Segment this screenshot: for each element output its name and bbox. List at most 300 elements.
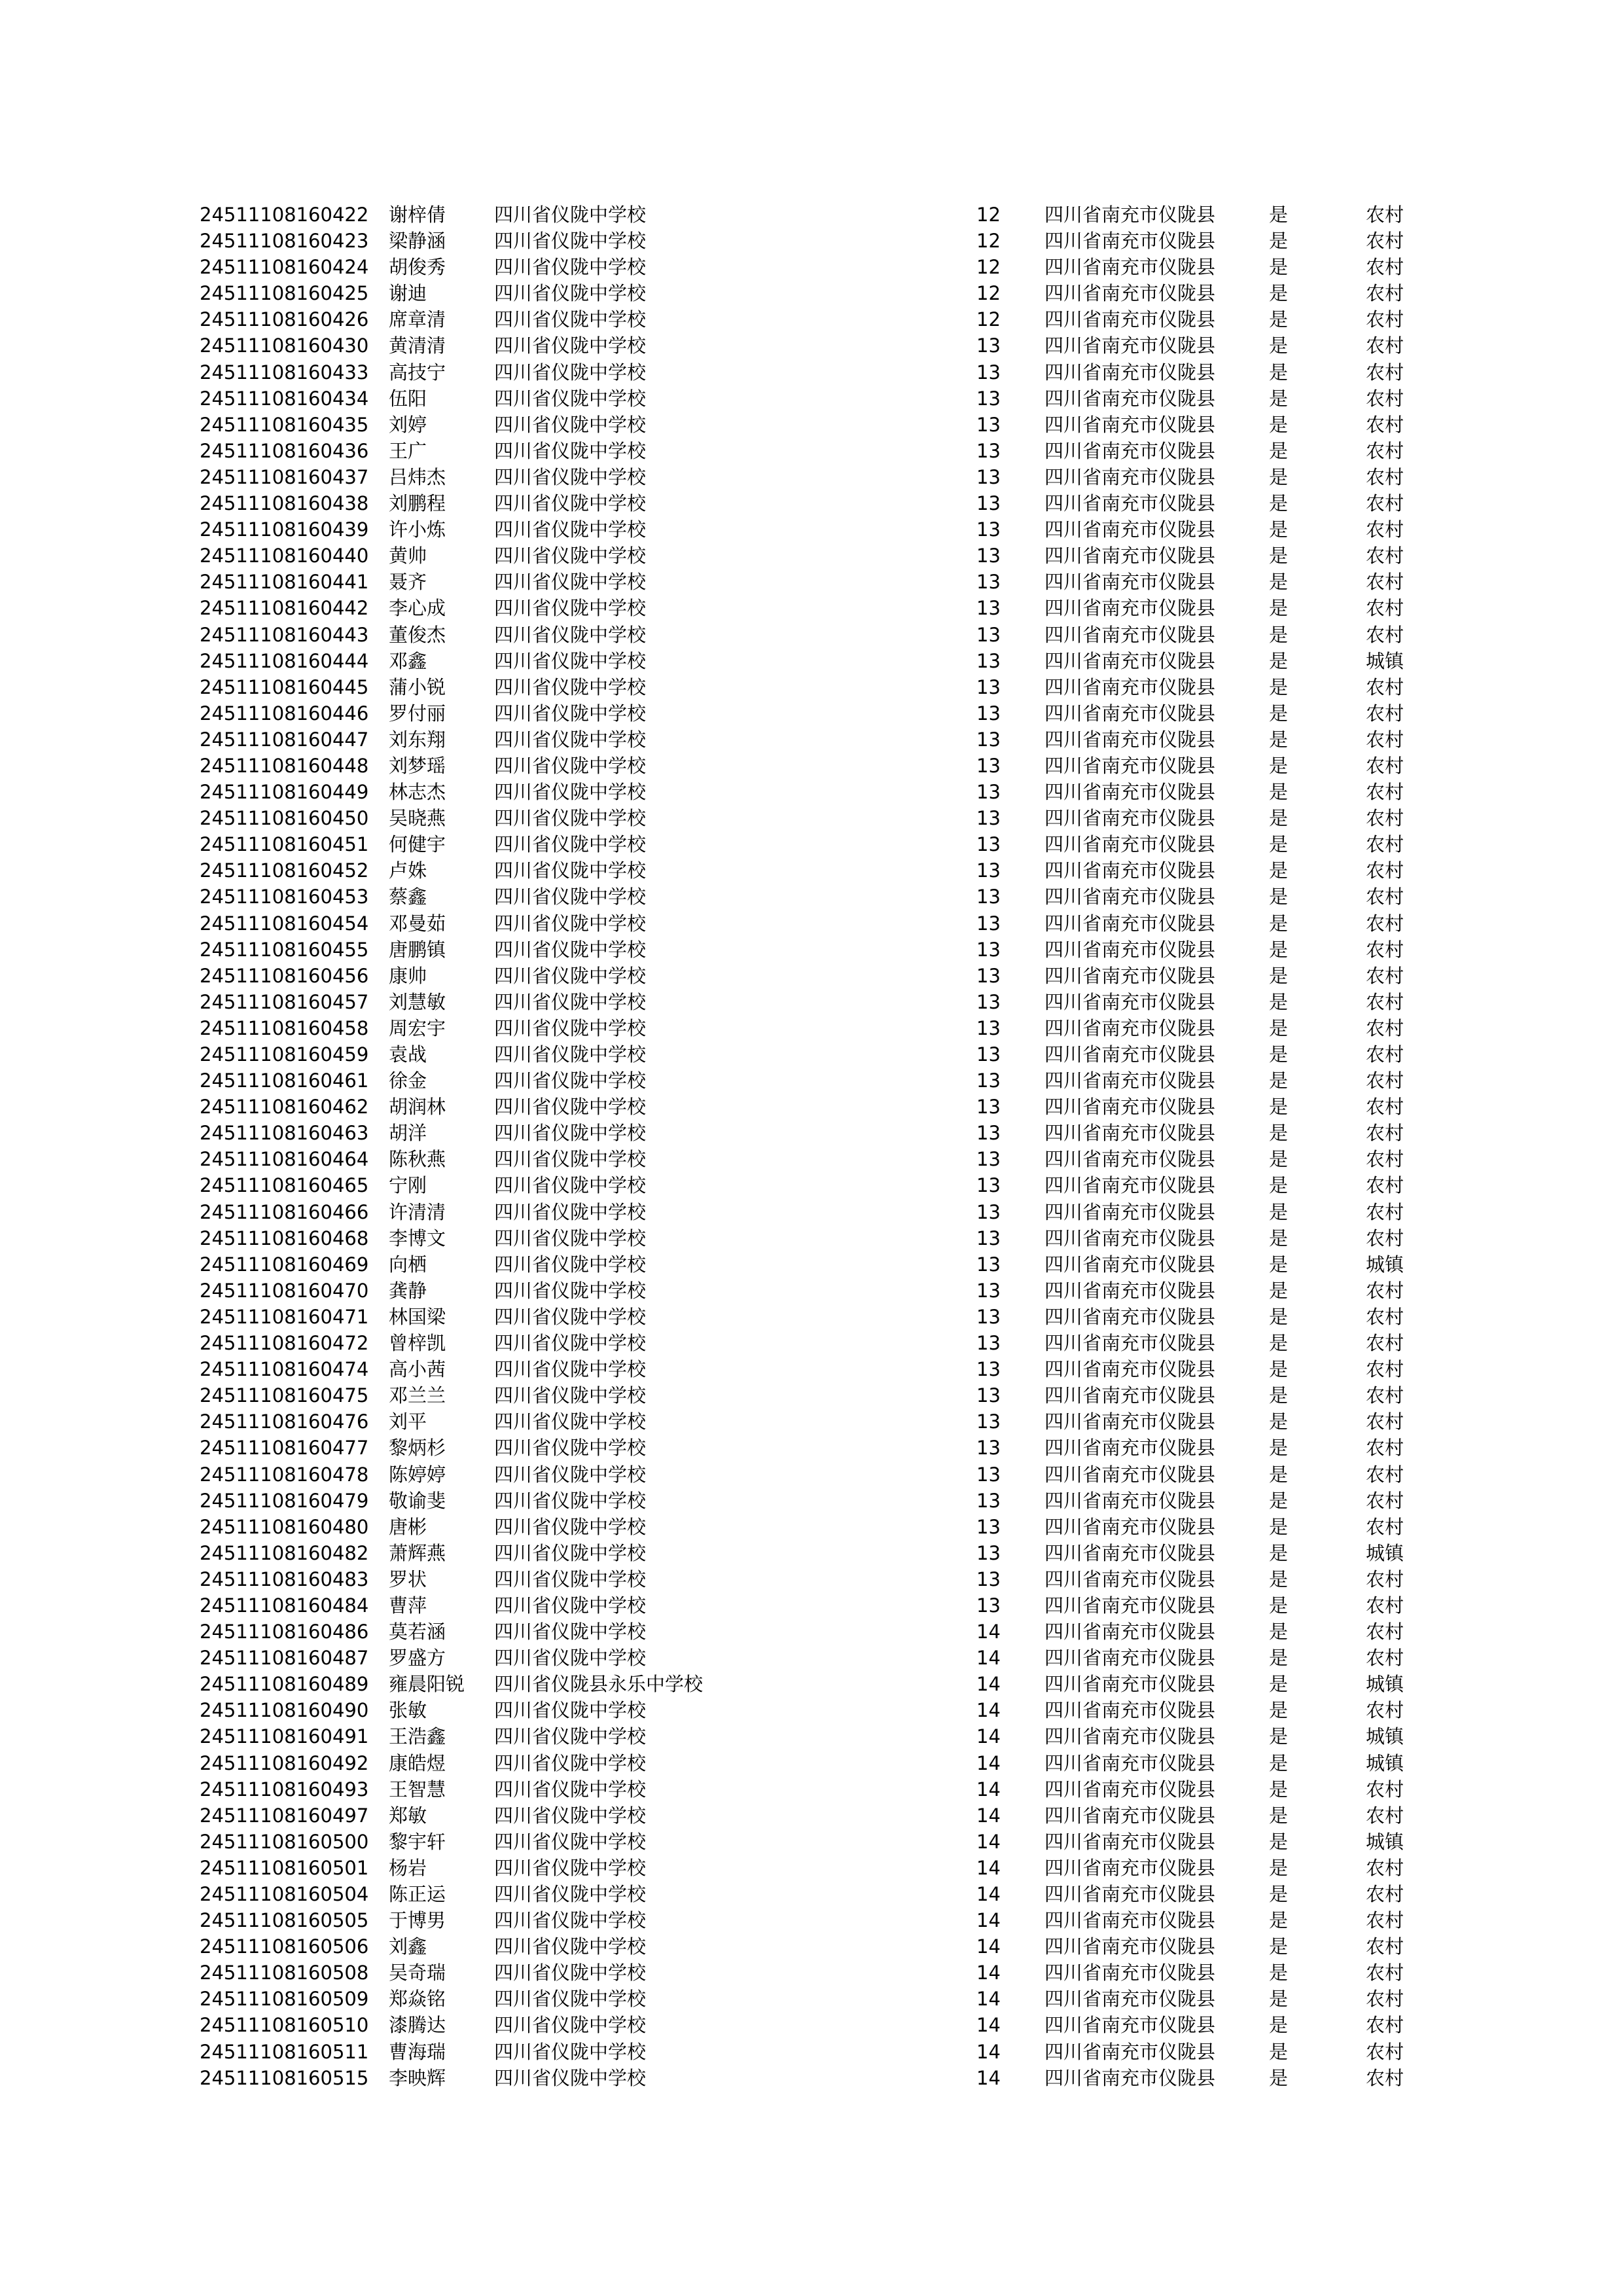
school-cell: 四川省仪陇中学校 (494, 1751, 647, 1774)
exam-number-cell: 24511108160486 (200, 1621, 369, 1643)
household-type-cell: 城镇 (1366, 1541, 1404, 1564)
student-name-cell: 杨岩 (389, 1856, 427, 1879)
student-name-cell: 萧辉燕 (389, 1541, 446, 1564)
table-row (0, 1488, 1623, 1514)
household-type-cell: 农村 (1366, 204, 1404, 226)
school-cell: 四川省仪陇县永乐中学校 (494, 1673, 704, 1696)
code-cell: 13 (976, 1410, 1001, 1433)
table-row (0, 1199, 1623, 1225)
flag-cell: 是 (1269, 1096, 1289, 1119)
student-name-cell: 郑敏 (389, 1804, 427, 1827)
exam-number-cell: 24511108160445 (200, 675, 369, 698)
student-name-cell: 陈正运 (389, 1883, 446, 1905)
school-cell: 四川省仪陇中学校 (494, 649, 647, 672)
student-name-cell: 周宏宇 (389, 1016, 446, 1039)
table-row (0, 779, 1623, 805)
school-cell: 四川省仪陇中学校 (494, 1069, 647, 1092)
exam-number-cell: 24511108160468 (200, 1227, 369, 1249)
exam-number-cell: 24511108160459 (200, 1043, 369, 1066)
table-row (0, 1750, 1623, 1776)
code-cell: 13 (976, 1096, 1001, 1119)
school-cell: 四川省仪陇中学校 (494, 1122, 647, 1145)
student-name-cell: 黎宇轩 (389, 1830, 446, 1853)
household-type-cell: 农村 (1366, 1016, 1404, 1039)
region-cell: 四川省南充市仪陇县 (1044, 1174, 1216, 1197)
code-cell: 13 (976, 361, 1001, 384)
flag-cell: 是 (1269, 912, 1289, 935)
household-type-cell: 农村 (1366, 1096, 1404, 1119)
region-cell: 四川省南充市仪陇县 (1044, 623, 1216, 646)
flag-cell: 是 (1269, 754, 1289, 777)
student-name-cell: 谢迪 (389, 282, 427, 305)
exam-number-cell: 24511108160441 (200, 571, 369, 594)
flag-cell: 是 (1269, 1568, 1289, 1590)
code-cell: 12 (976, 282, 1001, 305)
flag-cell: 是 (1269, 413, 1289, 436)
school-cell: 四川省仪陇中学校 (494, 938, 647, 961)
household-type-cell: 农村 (1366, 597, 1404, 620)
household-type-cell: 农村 (1366, 361, 1404, 384)
exam-number-cell: 24511108160425 (200, 282, 369, 305)
table-row (0, 1304, 1623, 1330)
table-row (0, 1592, 1623, 1619)
student-name-cell: 徐金 (389, 1069, 427, 1092)
table-row (0, 1172, 1623, 1198)
exam-number-cell: 24511108160450 (200, 807, 369, 830)
exam-number-cell: 24511108160508 (200, 1962, 369, 1984)
school-cell: 四川省仪陇中学校 (494, 2014, 647, 2037)
exam-number-cell: 24511108160475 (200, 1384, 369, 1407)
code-cell: 13 (976, 1069, 1001, 1092)
household-type-cell: 农村 (1366, 859, 1404, 882)
code-cell: 13 (976, 1016, 1001, 1039)
exam-number-cell: 24511108160476 (200, 1410, 369, 1433)
code-cell: 13 (976, 571, 1001, 594)
region-cell: 四川省南充市仪陇县 (1044, 912, 1216, 935)
region-cell: 四川省南充市仪陇县 (1044, 1883, 1216, 1905)
household-type-cell: 农村 (1366, 1148, 1404, 1171)
table-row (0, 1803, 1623, 1829)
exam-number-cell: 24511108160472 (200, 1332, 369, 1355)
table-row (0, 622, 1623, 648)
code-cell: 13 (976, 334, 1001, 357)
flag-cell: 是 (1269, 361, 1289, 384)
exam-number-cell: 24511108160436 (200, 439, 369, 462)
exam-number-cell: 24511108160469 (200, 1253, 369, 1276)
flag-cell: 是 (1269, 439, 1289, 462)
exam-number-cell: 24511108160505 (200, 1909, 369, 1932)
code-cell: 13 (976, 413, 1001, 436)
household-type-cell: 农村 (1366, 334, 1404, 357)
exam-number-cell: 24511108160471 (200, 1305, 369, 1328)
flag-cell: 是 (1269, 990, 1289, 1013)
flag-cell: 是 (1269, 2040, 1289, 2063)
exam-number-cell: 24511108160422 (200, 204, 369, 226)
student-name-cell: 董俊杰 (389, 623, 446, 646)
flag-cell: 是 (1269, 1305, 1289, 1328)
code-cell: 12 (976, 230, 1001, 253)
school-cell: 四川省仪陇中学校 (494, 1594, 647, 1617)
household-type-cell: 农村 (1366, 1856, 1404, 1879)
flag-cell: 是 (1269, 545, 1289, 567)
region-cell: 四川省南充市仪陇县 (1044, 387, 1216, 410)
exam-number-cell: 24511108160465 (200, 1174, 369, 1197)
table-row (0, 332, 1623, 359)
region-cell: 四川省南充市仪陇县 (1044, 781, 1216, 804)
exam-number-cell: 24511108160442 (200, 597, 369, 620)
exam-number-cell: 24511108160424 (200, 256, 369, 279)
table-row (0, 1408, 1623, 1435)
school-cell: 四川省仪陇中学校 (494, 1962, 647, 1984)
flag-cell: 是 (1269, 597, 1289, 620)
exam-number-cell: 24511108160477 (200, 1437, 369, 1460)
exam-number-cell: 24511108160444 (200, 649, 369, 672)
code-cell: 13 (976, 1515, 1001, 1538)
table-row (0, 1986, 1623, 2012)
flag-cell: 是 (1269, 518, 1289, 541)
student-name-cell: 敬谕斐 (389, 1489, 446, 1512)
school-cell: 四川省仪陇中学校 (494, 1883, 647, 1905)
flag-cell: 是 (1269, 1804, 1289, 1827)
region-cell: 四川省南充市仪陇县 (1044, 1200, 1216, 1223)
code-cell: 13 (976, 1594, 1001, 1617)
region-cell: 四川省南充市仪陇县 (1044, 1541, 1216, 1564)
region-cell: 四川省南充市仪陇县 (1044, 1122, 1216, 1145)
student-name-cell: 陈婷婷 (389, 1463, 446, 1486)
household-type-cell: 农村 (1366, 1699, 1404, 1722)
region-cell: 四川省南充市仪陇县 (1044, 1856, 1216, 1879)
household-type-cell: 城镇 (1366, 1253, 1404, 1276)
region-cell: 四川省南充市仪陇县 (1044, 938, 1216, 961)
region-cell: 四川省南充市仪陇县 (1044, 2014, 1216, 2037)
flag-cell: 是 (1269, 623, 1289, 646)
student-name-cell: 邓曼茹 (389, 912, 446, 935)
exam-number-cell: 24511108160511 (200, 2040, 369, 2063)
region-cell: 四川省南充市仪陇县 (1044, 1253, 1216, 1276)
code-cell: 13 (976, 545, 1001, 567)
school-cell: 四川省仪陇中学校 (494, 702, 647, 725)
region-cell: 四川省南充市仪陇县 (1044, 1515, 1216, 1538)
student-name-cell: 黄清清 (389, 334, 446, 357)
school-cell: 四川省仪陇中学校 (494, 728, 647, 751)
code-cell: 14 (976, 1909, 1001, 1932)
flag-cell: 是 (1269, 1673, 1289, 1696)
household-type-cell: 农村 (1366, 571, 1404, 594)
region-cell: 四川省南充市仪陇县 (1044, 1568, 1216, 1590)
region-cell: 四川省南充市仪陇县 (1044, 1751, 1216, 1774)
flag-cell: 是 (1269, 964, 1289, 987)
exam-number-cell: 24511108160474 (200, 1358, 369, 1381)
region-cell: 四川省南充市仪陇县 (1044, 597, 1216, 620)
region-cell: 四川省南充市仪陇县 (1044, 256, 1216, 279)
school-cell: 四川省仪陇中学校 (494, 964, 647, 987)
code-cell: 14 (976, 1883, 1001, 1905)
flag-cell: 是 (1269, 1699, 1289, 1722)
exam-number-cell: 24511108160440 (200, 545, 369, 567)
table-row (0, 306, 1623, 332)
table-row (0, 831, 1623, 857)
region-cell: 四川省南充市仪陇县 (1044, 439, 1216, 462)
household-type-cell: 农村 (1366, 886, 1404, 908)
flag-cell: 是 (1269, 1122, 1289, 1145)
region-cell: 四川省南充市仪陇县 (1044, 1016, 1216, 1039)
student-name-cell: 刘平 (389, 1410, 427, 1433)
school-cell: 四川省仪陇中学校 (494, 1725, 647, 1748)
school-cell: 四川省仪陇中学校 (494, 2066, 647, 2089)
flag-cell: 是 (1269, 807, 1289, 830)
table-row (0, 884, 1623, 910)
student-name-cell: 胡俊秀 (389, 256, 446, 279)
exam-number-cell: 24511108160490 (200, 1699, 369, 1722)
flag-cell: 是 (1269, 1647, 1289, 1670)
student-name-cell: 向栖 (389, 1253, 427, 1276)
household-type-cell: 农村 (1366, 2066, 1404, 2089)
school-cell: 四川省仪陇中学校 (494, 1856, 647, 1879)
table-row (0, 1015, 1623, 1041)
household-type-cell: 农村 (1366, 1621, 1404, 1643)
household-type-cell: 农村 (1366, 807, 1404, 830)
student-name-cell: 陈秋燕 (389, 1148, 446, 1171)
region-cell: 四川省南充市仪陇县 (1044, 1227, 1216, 1249)
school-cell: 四川省仪陇中学校 (494, 1463, 647, 1486)
household-type-cell: 农村 (1366, 1515, 1404, 1538)
code-cell: 13 (976, 859, 1001, 882)
table-row (0, 1619, 1623, 1645)
exam-number-cell: 24511108160438 (200, 492, 369, 515)
student-name-cell: 罗状 (389, 1568, 427, 1590)
region-cell: 四川省南充市仪陇县 (1044, 361, 1216, 384)
flag-cell: 是 (1269, 1489, 1289, 1512)
student-name-cell: 唐鹏镇 (389, 938, 446, 961)
school-cell: 四川省仪陇中学校 (494, 1437, 647, 1460)
table-row (0, 1330, 1623, 1356)
region-cell: 四川省南充市仪陇县 (1044, 1069, 1216, 1092)
student-name-cell: 何健宇 (389, 833, 446, 856)
school-cell: 四川省仪陇中学校 (494, 754, 647, 777)
household-type-cell: 农村 (1366, 1988, 1404, 2011)
code-cell: 13 (976, 1174, 1001, 1197)
student-name-cell: 莫若涵 (389, 1621, 446, 1643)
household-type-cell: 农村 (1366, 702, 1404, 725)
code-cell: 14 (976, 1647, 1001, 1670)
student-name-cell: 宁刚 (389, 1174, 427, 1197)
school-cell: 四川省仪陇中学校 (494, 1621, 647, 1643)
region-cell: 四川省南充市仪陇县 (1044, 1305, 1216, 1328)
household-type-cell: 农村 (1366, 1227, 1404, 1249)
exam-number-cell: 24511108160461 (200, 1069, 369, 1092)
school-cell: 四川省仪陇中学校 (494, 1148, 647, 1171)
exam-number-cell: 24511108160449 (200, 781, 369, 804)
flag-cell: 是 (1269, 387, 1289, 410)
school-cell: 四川省仪陇中学校 (494, 571, 647, 594)
household-type-cell: 农村 (1366, 230, 1404, 253)
household-type-cell: 农村 (1366, 781, 1404, 804)
household-type-cell: 农村 (1366, 1883, 1404, 1905)
student-name-cell: 许清清 (389, 1200, 446, 1223)
region-cell: 四川省南充市仪陇县 (1044, 1332, 1216, 1355)
table-row (0, 464, 1623, 490)
flag-cell: 是 (1269, 886, 1289, 908)
flag-cell: 是 (1269, 282, 1289, 305)
table-row (0, 1697, 1623, 1723)
flag-cell: 是 (1269, 465, 1289, 488)
code-cell: 14 (976, 1621, 1001, 1643)
school-cell: 四川省仪陇中学校 (494, 859, 647, 882)
region-cell: 四川省南充市仪陇县 (1044, 859, 1216, 882)
school-cell: 四川省仪陇中学校 (494, 1541, 647, 1564)
school-cell: 四川省仪陇中学校 (494, 492, 647, 515)
household-type-cell: 农村 (1366, 938, 1404, 961)
table-row (0, 1462, 1623, 1488)
household-type-cell: 城镇 (1366, 1751, 1404, 1774)
code-cell: 13 (976, 1568, 1001, 1590)
table-row (0, 254, 1623, 280)
exam-number-cell: 24511108160479 (200, 1489, 369, 1512)
region-cell: 四川省南充市仪陇县 (1044, 492, 1216, 515)
school-cell: 四川省仪陇中学校 (494, 256, 647, 279)
code-cell: 14 (976, 1725, 1001, 1748)
school-cell: 四川省仪陇中学校 (494, 807, 647, 830)
school-cell: 四川省仪陇中学校 (494, 1016, 647, 1039)
flag-cell: 是 (1269, 256, 1289, 279)
student-name-cell: 曾梓凯 (389, 1332, 446, 1355)
region-cell: 四川省南充市仪陇县 (1044, 1725, 1216, 1748)
flag-cell: 是 (1269, 1515, 1289, 1538)
table-row (0, 202, 1623, 228)
exam-number-cell: 24511108160458 (200, 1016, 369, 1039)
flag-cell: 是 (1269, 334, 1289, 357)
household-type-cell: 城镇 (1366, 1673, 1404, 1696)
table-row (0, 1540, 1623, 1566)
school-cell: 四川省仪陇中学校 (494, 1699, 647, 1722)
exam-number-cell: 24511108160451 (200, 833, 369, 856)
school-cell: 四川省仪陇中学校 (494, 1279, 647, 1302)
exam-number-cell: 24511108160455 (200, 938, 369, 961)
table-row (0, 700, 1623, 726)
school-cell: 四川省仪陇中学校 (494, 413, 647, 436)
student-name-cell: 刘婷 (389, 413, 427, 436)
household-type-cell: 农村 (1366, 912, 1404, 935)
region-cell: 四川省南充市仪陇县 (1044, 649, 1216, 672)
code-cell: 13 (976, 964, 1001, 987)
household-type-cell: 农村 (1366, 1200, 1404, 1223)
code-cell: 14 (976, 1673, 1001, 1696)
student-name-cell: 袁战 (389, 1043, 427, 1066)
table-row (0, 280, 1623, 306)
table-row (0, 1671, 1623, 1697)
household-type-cell: 农村 (1366, 1384, 1404, 1407)
student-name-cell: 席章清 (389, 308, 446, 331)
student-name-cell: 曹海瑞 (389, 2040, 446, 2063)
school-cell: 四川省仪陇中学校 (494, 1489, 647, 1512)
household-type-cell: 农村 (1366, 1043, 1404, 1066)
code-cell: 13 (976, 439, 1001, 462)
code-cell: 14 (976, 1830, 1001, 1853)
household-type-cell: 农村 (1366, 1358, 1404, 1381)
region-cell: 四川省南充市仪陇县 (1044, 728, 1216, 751)
table-row (0, 1933, 1623, 1960)
household-type-cell: 农村 (1366, 1935, 1404, 1958)
exam-number-cell: 24511108160446 (200, 702, 369, 725)
school-cell: 四川省仪陇中学校 (494, 465, 647, 488)
household-type-cell: 农村 (1366, 964, 1404, 987)
table-row (0, 1356, 1623, 1382)
code-cell: 13 (976, 1463, 1001, 1486)
table-row (0, 438, 1623, 464)
table-row (0, 516, 1623, 543)
school-cell: 四川省仪陇中学校 (494, 308, 647, 331)
code-cell: 13 (976, 1253, 1001, 1276)
code-cell: 14 (976, 1962, 1001, 1984)
table-row (0, 1881, 1623, 1907)
exam-number-cell: 24511108160464 (200, 1148, 369, 1171)
student-name-cell: 王广 (389, 439, 427, 462)
student-name-cell: 唐彬 (389, 1515, 427, 1538)
school-cell: 四川省仪陇中学校 (494, 1174, 647, 1197)
exam-number-cell: 24511108160509 (200, 1988, 369, 2011)
region-cell: 四川省南充市仪陇县 (1044, 754, 1216, 777)
table-row (0, 1278, 1623, 1304)
exam-number-cell: 24511108160443 (200, 623, 369, 646)
code-cell: 13 (976, 1541, 1001, 1564)
household-type-cell: 农村 (1366, 1489, 1404, 1512)
student-name-cell: 林志杰 (389, 781, 446, 804)
region-cell: 四川省南充市仪陇县 (1044, 702, 1216, 725)
household-type-cell: 城镇 (1366, 649, 1404, 672)
student-name-cell: 胡润林 (389, 1096, 446, 1119)
region-cell: 四川省南充市仪陇县 (1044, 1489, 1216, 1512)
flag-cell: 是 (1269, 204, 1289, 226)
table-row (0, 674, 1623, 700)
region-cell: 四川省南充市仪陇县 (1044, 545, 1216, 567)
exam-number-cell: 24511108160483 (200, 1568, 369, 1590)
region-cell: 四川省南充市仪陇县 (1044, 1935, 1216, 1958)
exam-number-cell: 24511108160497 (200, 1804, 369, 1827)
student-name-cell: 王智慧 (389, 1778, 446, 1801)
exam-number-cell: 24511108160510 (200, 2014, 369, 2037)
flag-cell: 是 (1269, 1148, 1289, 1171)
table-row (0, 1251, 1623, 1278)
exam-number-cell: 24511108160434 (200, 387, 369, 410)
household-type-cell: 农村 (1366, 308, 1404, 331)
code-cell: 13 (976, 649, 1001, 672)
exam-number-cell: 24511108160506 (200, 1935, 369, 1958)
exam-number-cell: 24511108160435 (200, 413, 369, 436)
region-cell: 四川省南充市仪陇县 (1044, 282, 1216, 305)
flag-cell: 是 (1269, 1988, 1289, 2011)
flag-cell: 是 (1269, 1279, 1289, 1302)
code-cell: 14 (976, 1778, 1001, 1801)
table-row (0, 989, 1623, 1015)
flag-cell: 是 (1269, 833, 1289, 856)
code-cell: 13 (976, 1332, 1001, 1355)
household-type-cell: 农村 (1366, 282, 1404, 305)
flag-cell: 是 (1269, 230, 1289, 253)
student-name-cell: 梁静涵 (389, 230, 446, 253)
flag-cell: 是 (1269, 571, 1289, 594)
household-type-cell: 农村 (1366, 1804, 1404, 1827)
region-cell: 四川省南充市仪陇县 (1044, 1384, 1216, 1407)
region-cell: 四川省南充市仪陇县 (1044, 308, 1216, 331)
school-cell: 四川省仪陇中学校 (494, 1253, 647, 1276)
code-cell: 13 (976, 1148, 1001, 1171)
code-cell: 13 (976, 1122, 1001, 1145)
household-type-cell: 农村 (1366, 623, 1404, 646)
region-cell: 四川省南充市仪陇县 (1044, 1463, 1216, 1486)
code-cell: 13 (976, 1200, 1001, 1223)
exam-number-cell: 24511108160500 (200, 1830, 369, 1853)
student-name-cell: 吴奇瑞 (389, 1962, 446, 1984)
